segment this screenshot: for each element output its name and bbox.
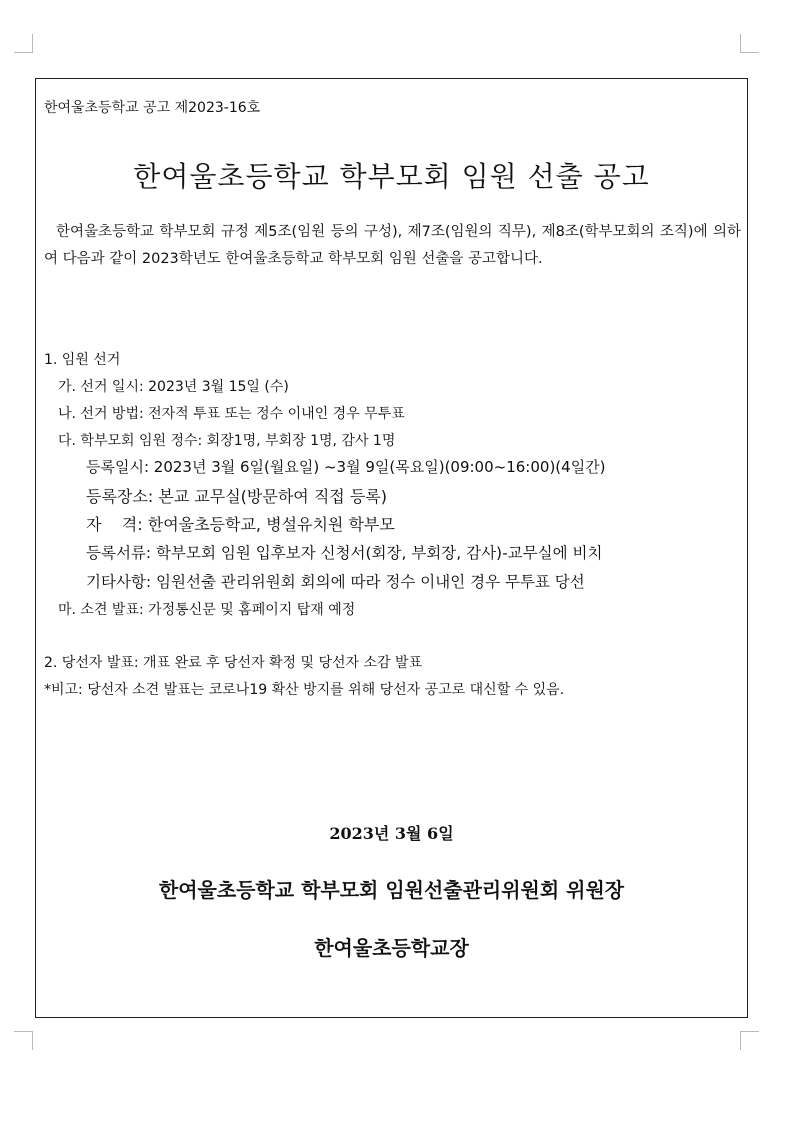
document-page-frame bbox=[35, 78, 748, 1018]
registration-period: 등록일시: 2023년 3월 6일(월요일) ~3월 9일(목요일)(09:00~16:00)(4일간) bbox=[86, 458, 606, 476]
intro-paragraph bbox=[44, 219, 741, 273]
document-title: 한여울초등학교 학부모회 임원 선출 공고 bbox=[133, 160, 650, 193]
crop-mark-bottom-right bbox=[740, 1031, 759, 1050]
committee-chair: 한여울초등학교 학부모회 임원선출관리위원회 위원장 bbox=[158, 878, 625, 902]
crop-mark-bottom-left bbox=[14, 1031, 33, 1050]
qualification: 자 격: 한여울초등학교, 병설유치원 학부모 bbox=[86, 515, 395, 534]
principal-signature: 한여울초등학교장 bbox=[314, 936, 469, 960]
remark-note: *비고: 당선자 소견 발표는 코로나19 확산 방지를 위해 당선자 공고로 대신할 수 있음. bbox=[44, 682, 565, 698]
intro-text: 한여울초등학교 학부모회 규정 제5조(임원 등의 구성), 제7조(임원의 직무), 제8조(학부모회의 조직)에 의하여 다음과 같이 2023학년도 한여울초등학교 학부모회 임원 선출을 공고합니다. bbox=[44, 224, 741, 267]
section1-item-da: 다. 학부모회 임원 정수: 회장1명, 부회장 1명, 감사 1명 bbox=[58, 433, 396, 449]
registration-documents: 등록서류: 학부모회 임원 입후보자 신청서(회장, 부회장, 감사)-교무실에 비치 bbox=[86, 544, 603, 562]
section1-item-ma: 마. 소견 발표: 가정통신문 및 홈페이지 탑재 예정 bbox=[58, 602, 356, 618]
registration-place: 등록장소: 본교 교무실(방문하여 직접 등록) bbox=[86, 487, 387, 506]
notice-number: 한여울초등학교 공고 제2023-16호 bbox=[44, 100, 261, 116]
section2-heading: 2. 당선자 발표: 개표 완료 후 당선자 확정 및 당선자 소감 발표 bbox=[44, 655, 423, 671]
other-notes: 기타사항: 임원선출 관리위원회 회의에 따라 정수 이내인 경우 무투표 당선 bbox=[86, 573, 585, 591]
section1-item-na: 나. 선거 방법: 전자적 투표 또는 정수 이내인 경우 무투표 bbox=[58, 406, 405, 422]
crop-mark-top-right bbox=[740, 34, 759, 53]
issue-date: 2023년 3월 6일 bbox=[329, 824, 454, 843]
section1-heading: 1. 임원 선거 bbox=[44, 352, 121, 368]
crop-mark-top-left bbox=[14, 34, 33, 53]
section1-item-ga: 가. 선거 일시: 2023년 3월 15일 (수) bbox=[58, 379, 289, 395]
